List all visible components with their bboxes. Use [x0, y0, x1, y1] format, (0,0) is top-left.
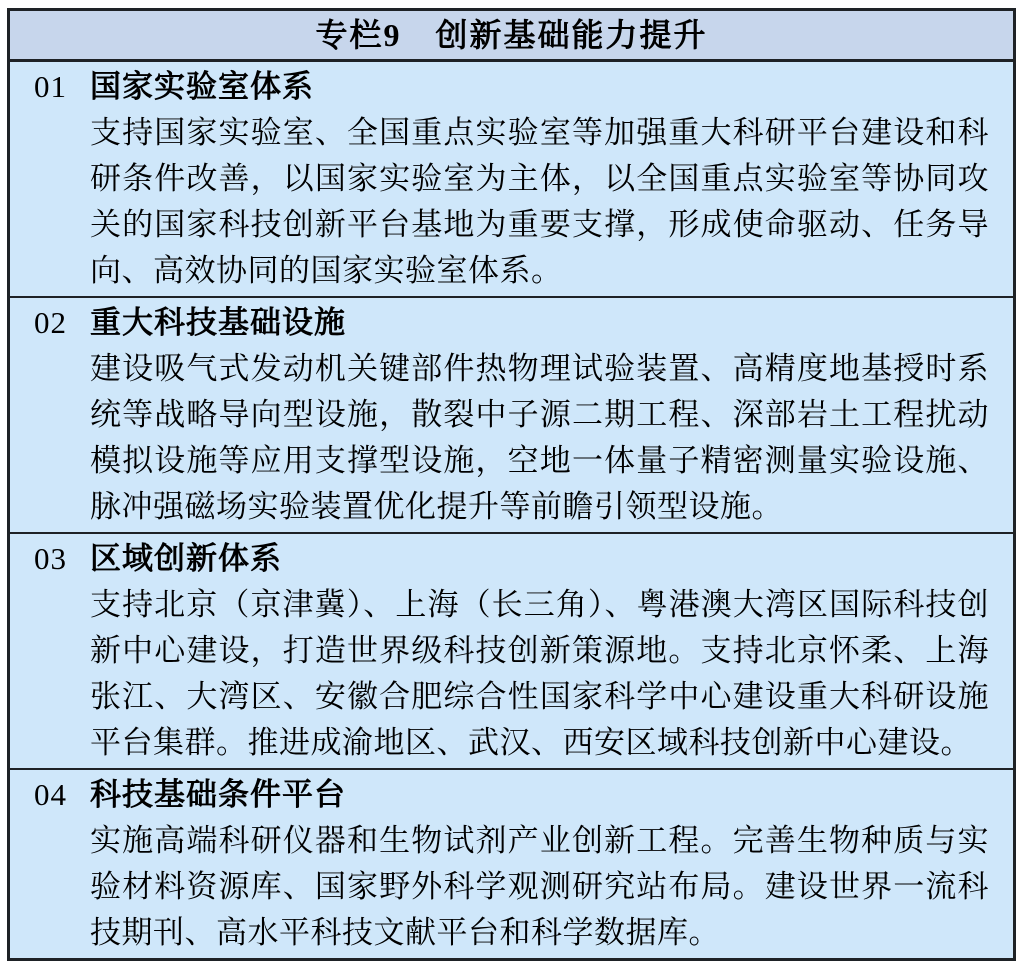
section-heading — [10, 536, 1013, 582]
column-box — [7, 8, 1016, 961]
section-heading — [10, 64, 1013, 110]
section-title: 区域创新体系 — [90, 541, 282, 576]
section-heading — [10, 772, 1013, 818]
section-body: 实施高端科研仪器和生物试剂产业创新工程。完善生物种质与实验材料资源库、国家野外科学观测研究站布局。建设世界一流科技期刊、高水平科技文献平台和科学数据库。 — [90, 823, 989, 950]
section-title: 国家实验室体系 — [90, 69, 314, 104]
section-04 — [10, 770, 1013, 958]
section-body: 支持北京（京津冀）、上海（长三角）、粤港澳大湾区国际科技创新中心建设，打造世界级科技创新策源地。支持北京怀柔、上海张江、大湾区、安徽合肥综合性国家科学中心建设重大科研设施平台集群。推进成渝地区、武汉、西安区域科技创新中心建设。 — [90, 587, 989, 760]
section-03 — [10, 534, 1013, 770]
section-body: 建设吸气式发动机关键部件热物理试验装置、高精度地基授时系统等战略导向型设施，散裂中子源二期工程、深部岩土工程扰动模拟设施等应用支撑型设施，空地一体量子精密测量实验设施、脉冲强磁场实验装置优化提升等前瞻引领型设施。 — [90, 351, 989, 524]
section-body: 支持国家实验室、全国重点实验室等加强重大科研平台建设和科研条件改善，以国家实验室为主体，以全国重点实验室等协同攻关的国家科技创新平台基地为重要支撑，形成使命驱动、任务导向、高效协同的国家实验室体系。 — [90, 115, 989, 288]
section-title: 重大科技基础设施 — [90, 305, 346, 340]
column-title: 专栏9 创新基础能力提升 — [315, 17, 708, 53]
section-heading — [10, 300, 1013, 346]
section-number: 02 — [34, 305, 67, 340]
section-number: 03 — [34, 541, 67, 576]
section-01 — [10, 62, 1013, 298]
section-number: 01 — [34, 69, 67, 104]
section-02 — [10, 298, 1013, 534]
section-title: 科技基础条件平台 — [90, 777, 346, 812]
column-header — [10, 11, 1013, 62]
section-number: 04 — [34, 777, 67, 812]
